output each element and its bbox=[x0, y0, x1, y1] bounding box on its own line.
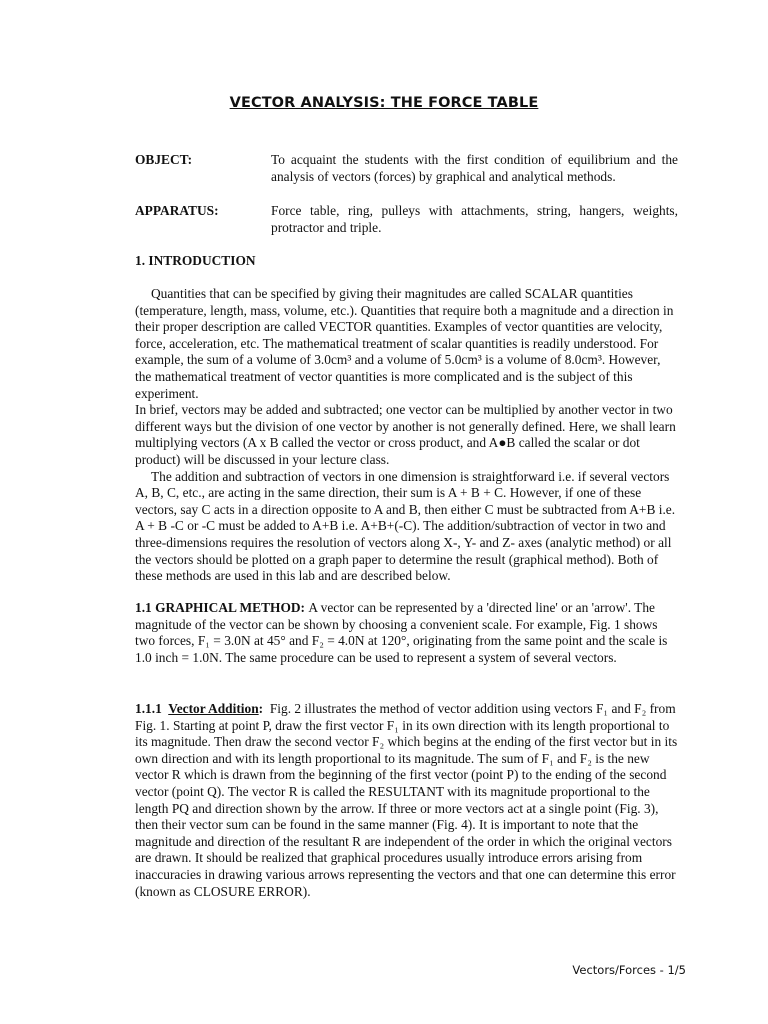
graphical-method-section bbox=[135, 600, 678, 666]
object-label: OBJECT: bbox=[135, 152, 193, 167]
vector-addition-number: 1.1.1 bbox=[135, 701, 162, 716]
vector-addition-heading: Vector Addition bbox=[168, 701, 259, 716]
page-title: VECTOR ANALYSIS: THE FORCE TABLE bbox=[229, 95, 539, 111]
intro-paragraph-3: The addition and subtraction of vectors in one dimension is straightforward i.e. if several vectors A, B, C, etc., are acting in the same direction, their sum is A + B + C. However, if one of these vectors, say C acts in a direction opposite to A and B, then either C must be subtracted from A+B i.e. A + B -C or -C must be added to A+B i.e. A+B+(-C). The addition/subtraction of vector in two and three-dimensions requires the resolution of vectors along X-, Y- and Z- axes (analytic method) or all the vectors should be plotted on a graph paper to determine the result (graphical method). Both of these methods are used in this lab and are described below. bbox=[135, 468, 676, 584]
object-text: To acquaint the students with the first condition of equilibrium and the analysis of vectors (forces) by graphical and analytical methods. bbox=[271, 152, 678, 184]
introduction-body bbox=[135, 286, 678, 585]
page-footer: Vectors/Forces - 1/5 bbox=[572, 963, 686, 977]
graphical-method-text: A vector can be represented by a 'directed line' or an 'arrow'. The magnitude of the vector can be shown by choosing a convenient scale. For example, Fig. 1 shows two forces, F₁ = 3.0N at 45° and F₂ = 4.0N at 120°, originating from the same point and the scale is 1.0 inch = 1.0N. The same procedure can be used to represent a system of several vectors. bbox=[135, 600, 668, 665]
intro-paragraph-1: Quantities that can be specified by giving their magnitudes are called SCALAR quantities (temperature, length, mass, volume, etc.). Quantities that require both a magnitude and a direction in their proper description are called VECTOR quantities. Examples of vector quantities are velocity, force, acceleration, etc. The mathematical treatment of scalar quantities is readily understood. For example, the sum of a volume of 3.0cm³ and a volume of 5.0cm³ is a volume of 8.0cm³. However, the mathematical treatment of vector quantities is more complicated and is the subject of this experiment. bbox=[135, 286, 674, 401]
apparatus-label: APPARATUS: bbox=[135, 203, 219, 218]
object-section bbox=[135, 152, 678, 186]
vector-addition-text: Fig. 2 illustrates the method of vector addition using vectors F₁ and F₂ from Fig. 1. Starting at point P, draw the first vector F₁ in its own direction with its length proportional to its magnitude. Then draw the second vector F₂ which begins at the ending of the first vector but in its own direction and with its length proportional to its magnitude. The sum of F₁ and F₂ is the new vector R which is drawn from the beginning of the first vector (point P) to the ending of the second vector (point Q). The vector R is called the RESULTANT with its magnitude proportional to the length PQ and direction shown by the arrow. If three or more vectors act at a single point (Fig. 3), then their vector sum can be found in the same manner (Fig. 4). It is important to note that the magnitude and direction of the resultant R are independent of the order in which the original vectors are drawn. It should be realized that graphical procedures usually introduce errors arising from inaccuracies in drawing various arrows representing the vectors and that one can determine this error (known as CLOSURE ERROR). bbox=[135, 701, 678, 899]
apparatus-section bbox=[135, 203, 678, 237]
intro-paragraph-2: In brief, vectors may be added and subtracted; one vector can be multiplied by another vector in two different ways but the division of one vector by another is not generally defined. Here, we shall learn multiplying vectors (A x B called the vector or cross product, and A●B called the scalar or dot product) will be discussed in your lecture class. bbox=[135, 402, 676, 467]
graphical-method-heading: 1.1 GRAPHICAL METHOD: bbox=[135, 600, 305, 615]
introduction-heading: 1. INTRODUCTION bbox=[135, 253, 256, 268]
vector-addition-section: 1.1.1 Vector Addition: Fig. 2 illustrates the method of vector addition using vectors F₁ and F₂ from Fig. 1. Starting at point P, draw the first vector F₁ in its own direction with its length proportional to its magnitude. Then draw the second vector F₂ which begins at the ending of the first vector but in its own direction and with its length proportional to its magnitude. The sum of F₁ and F₂ is the new vector R which is drawn from the beginning of the first vector (point P) to the ending of the second vector (point Q). The vector R is called the RESULTANT with its magnitude proportional to the length PQ and direction shown by the arrow. If three or more vectors act at a single point (Fig. 3), then their vector sum can be found in the same manner (Fig. 4). It is important to note that the magnitude and direction of the resultant R are independent of the order in which the original vectors are drawn. It should be realized that graphical procedures usually introduce errors arising from inaccuracies in drawing various arrows representing the vectors and that one can determine this error (known as CLOSURE ERROR). bbox=[135, 701, 678, 899]
apparatus-text: Force table, ring, pulleys with attachments, string, hangers, weights, protractor and triple. bbox=[271, 203, 678, 235]
